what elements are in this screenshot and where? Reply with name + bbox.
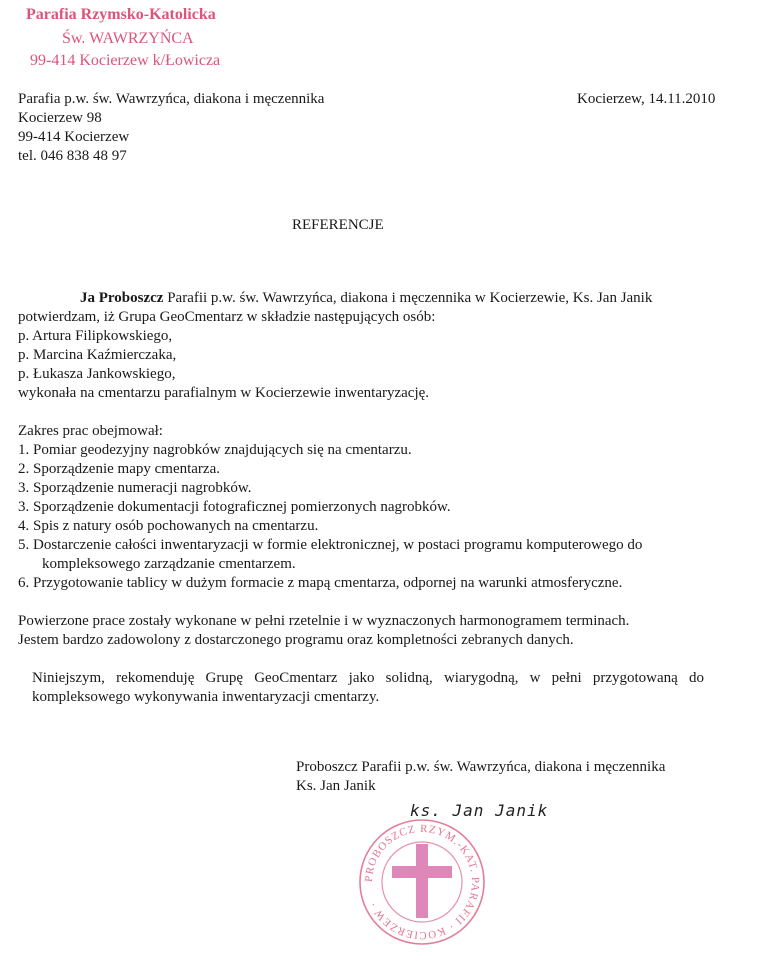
scope-item: 4. Spis z natury osób pochowanych na cmentarzu. <box>18 518 319 534</box>
scope-item: 2. Sporządzenie mapy cmentarza. <box>18 461 220 477</box>
document-title: REFERENCJE <box>292 217 384 233</box>
sender-postcode: 99-414 Kocierzew <box>18 129 130 145</box>
scope-item: 3. Sporządzenie dokumentacji fotograficznej pomierzonych nagrobków. <box>18 499 451 515</box>
signature-title: Proboszcz Parafii p.w. św. Wawrzyńca, diakona i męczennika <box>296 759 666 775</box>
sender-name: Parafia p.w. św. Wawrzyńca, diakona i męczennika <box>18 91 325 107</box>
intro-line-1 <box>80 289 652 307</box>
stamp-line-3: 99-414 Kocierzew k/Łowicza <box>30 52 221 69</box>
intro-lead: Ja Proboszcz <box>80 290 164 306</box>
recommendation-line-2: kompleksowego wykonywania inwentaryzacji cmentarzy. <box>32 689 380 705</box>
scope-item: 1. Pomiar geodezyjny nagrobków znajdujących się na cmentarzu. <box>18 442 412 458</box>
intro-line-4: p. Marcina Kaźmierczaka, <box>18 347 177 363</box>
stamp-line-1: Parafia Rzymsko-Katolicka <box>26 6 216 23</box>
intro-line-6: wykonała na cmentarzu parafialnym w Kocierzewie inwentaryzację. <box>18 385 430 401</box>
scope-heading: Zakres prac obejmował: <box>18 423 163 439</box>
conclusion-line-2: Jestem bardzo zadowolony z dostarczonego programu oraz kompletności zebranych danych. <box>18 632 574 648</box>
sender-street: Kocierzew 98 <box>18 110 102 126</box>
intro-line-2: potwierdzam, iż Grupa GeoCmentarz w składzie następujących osób: <box>18 309 436 325</box>
stamp-line-2: Św. WAWRZYŃCA <box>62 30 194 47</box>
intro-line-5: p. Łukasza Jankowskiego, <box>18 366 176 382</box>
scope-item: 3. Sporządzenie numeracji nagrobków. <box>18 480 252 496</box>
handwritten-signature: ks. Jan Janik <box>410 801 549 820</box>
recommendation-line-1: Niniejszym, rekomenduję Grupę GeoCmentarz jako solidną, wiarygodną, w pełni przygotowaną do <box>32 670 704 686</box>
sender-phone: tel. 046 838 48 97 <box>18 148 127 164</box>
cross-icon <box>392 844 452 918</box>
scope-item-continuation: kompleksowego zarządzanie cmentarzem. <box>42 556 296 572</box>
signature-name: Ks. Jan Janik <box>296 778 376 794</box>
round-seal <box>358 818 486 946</box>
seal-text: PROBOSZCZ RZYM.-KAT. PARAFII · KOCIERZEW · <box>362 822 482 942</box>
place-date: Kocierzew, 14.11.2010 <box>577 91 716 107</box>
intro-line-3: p. Artura Filipkowskiego, <box>18 328 173 344</box>
scope-item: 5. Dostarczenie całości inwentaryzacji w formie elektronicznej, w postaci programu komputerowego do <box>18 537 643 553</box>
intro-line-1-rest: Parafii p.w. św. Wawrzyńca, diakona i męczennika w Kocierzewie, Ks. Jan Janik <box>163 290 653 306</box>
scope-item: 6. Przygotowanie tablicy w dużym formacie z mapą cmentarza, odpornej na warunki atmosferyczne. <box>18 575 623 591</box>
conclusion-line-1: Powierzone prace zostały wykonane w pełni rzetelnie i w wyznaczonych harmonogramem terminach. <box>18 613 630 629</box>
